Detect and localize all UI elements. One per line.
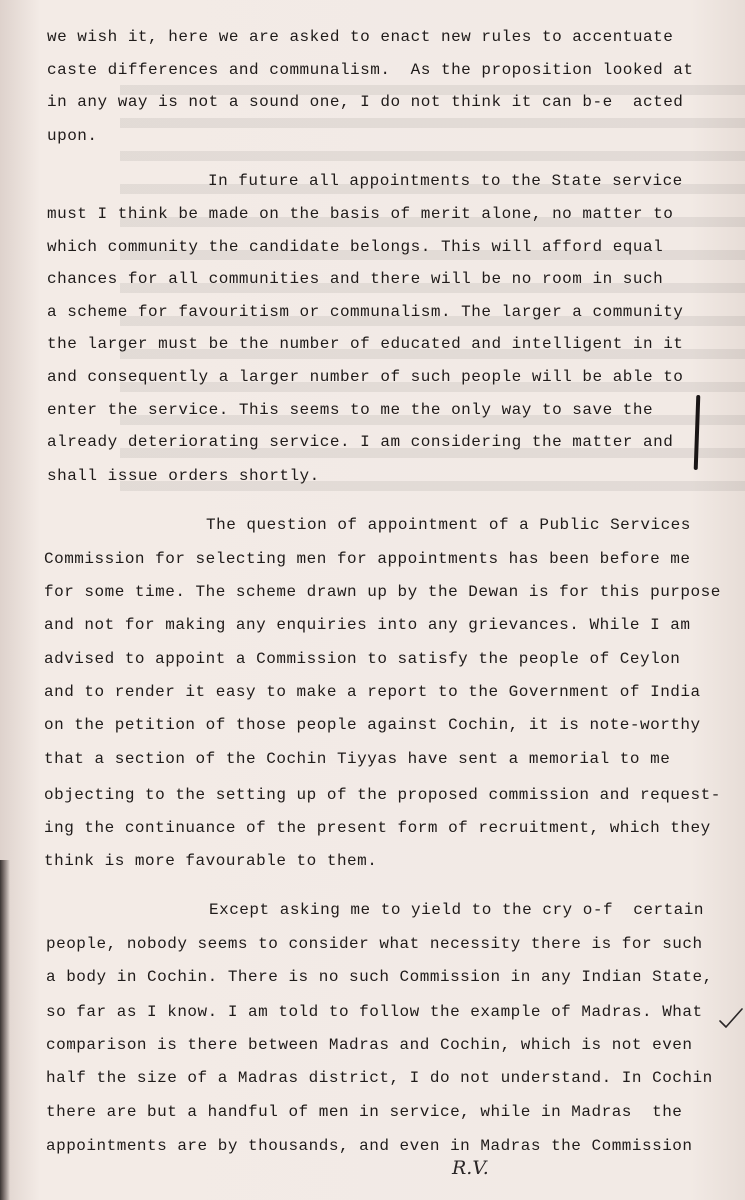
text-line: objecting to the setting up of the proposed commission and request-	[44, 786, 721, 804]
handwritten-initials: R.V.	[452, 1157, 489, 1179]
text-line: a scheme for favouritism or communalism. The larger a community	[47, 303, 684, 321]
text-line: Commission for selecting men for appointments has been before me	[44, 550, 691, 568]
page-edge-shadow	[0, 860, 10, 1200]
text-line: we wish it, here we are asked to enact new rules to accentuate	[47, 28, 674, 46]
text-line: in any way is not a sound one, I do not think it can b-e acted	[47, 93, 684, 111]
text-line: The question of appointment of a Public Services	[206, 516, 691, 534]
text-line: which community the candidate belongs. This will afford equal	[47, 238, 664, 256]
check-mark-icon	[718, 1005, 744, 1031]
text-line: half the size of a Madras district, I do not understand. In Cochin	[46, 1069, 713, 1087]
text-line: on the petition of those people against Cochin, it is note-worthy	[44, 716, 701, 734]
text-line: and consequently a larger number of such people will be able to	[47, 368, 684, 386]
text-line: a body in Cochin. There is no such Commission in any Indian State,	[46, 968, 713, 986]
text-line: appointments are by thousands, and even in Madras the Commission	[46, 1137, 693, 1155]
text-line: for some time. The scheme drawn up by the Dewan is for this purpose	[44, 583, 721, 601]
text-line: advised to appoint a Commission to satisfy the people of Ceylon	[44, 650, 681, 668]
text-line: already deteriorating service. I am considering the matter and	[47, 433, 674, 451]
text-line: and to render it easy to make a report to the Government of India	[44, 683, 701, 701]
text-line: In future all appointments to the State service	[208, 172, 683, 190]
text-line: so far as I know. I am told to follow the example of Madras. What	[46, 1003, 703, 1021]
text-line: enter the service. This seems to me the only way to save the	[47, 401, 654, 419]
text-line: and not for making any enquiries into any grievances. While I am	[44, 616, 691, 634]
text-line: shall issue orders shortly.	[47, 467, 320, 485]
text-line: caste differences and communalism. As the proposition looked at	[47, 61, 694, 79]
text-line: that a section of the Cochin Tiyyas have sent a memorial to me	[44, 750, 671, 768]
text-line: comparison is there between Madras and Cochin, which is not even	[46, 1036, 693, 1054]
text-line: Except asking me to yield to the cry o-f certain	[209, 901, 704, 919]
text-line: there are but a handful of men in service, while in Madras the	[46, 1103, 683, 1121]
text-line: must I think be made on the basis of merit alone, no matter to	[47, 205, 674, 223]
text-line: people, nobody seems to consider what necessity there is for such	[46, 935, 703, 953]
text-line: the larger must be the number of educated and intelligent in it	[47, 335, 684, 353]
text-line: ing the continuance of the present form of recruitment, which they	[44, 819, 711, 837]
text-line: chances for all communities and there will be no room in such	[47, 270, 664, 288]
text-line: upon.	[47, 127, 98, 145]
text-line: think is more favourable to them.	[44, 852, 378, 870]
